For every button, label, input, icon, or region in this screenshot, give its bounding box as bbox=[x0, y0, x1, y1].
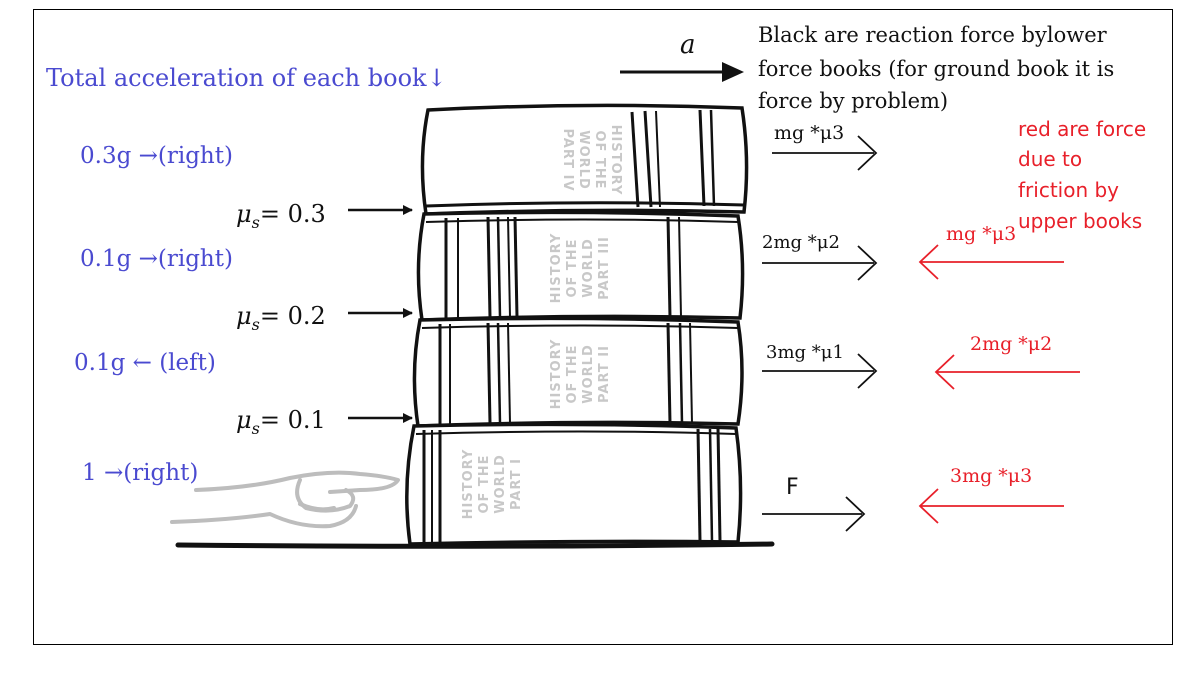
mu-label-top bbox=[236, 200, 326, 232]
red-force-arrow-2 bbox=[936, 355, 1080, 389]
black-force-label-3: 3mg *μ1 bbox=[766, 342, 844, 363]
legend-red-line1: red are force bbox=[1018, 117, 1147, 141]
svg-text:HISTORY: HISTORY bbox=[549, 338, 564, 410]
book-part-iv bbox=[422, 105, 746, 214]
svg-text:OF THE: OF THE bbox=[477, 454, 492, 514]
acceleration-book-3: 0.1g →(right) bbox=[80, 246, 233, 272]
svg-text:WORLD: WORLD bbox=[576, 130, 591, 190]
black-force-label-F: F bbox=[786, 475, 799, 500]
black-force-label-2: 2mg *μ2 bbox=[762, 232, 840, 253]
mu-label-middle bbox=[236, 302, 326, 334]
mu-label-bottom bbox=[236, 406, 326, 438]
acceleration-arrow-head bbox=[722, 62, 744, 82]
svg-text:PART III: PART III bbox=[597, 236, 612, 300]
legend-red-line2: due to bbox=[1018, 147, 1083, 171]
svg-text:HISTORY: HISTORY bbox=[608, 124, 623, 196]
book-part-ii bbox=[414, 318, 742, 426]
svg-text:μs= 0.1: $\mu_s= 0.1$ bbox=[236, 406, 326, 438]
svg-text:μs= 0.3: $\mu_s= 0.3$ bbox=[236, 200, 326, 232]
svg-text:μs= 0.2: $\mu_s= 0.2$ bbox=[236, 302, 326, 334]
book-part-iii bbox=[418, 212, 742, 320]
svg-text:WORLD: WORLD bbox=[581, 238, 596, 298]
svg-text:OF THE: OF THE bbox=[565, 344, 580, 404]
svg-text:HISTORY: HISTORY bbox=[461, 448, 476, 520]
svg-text:OF THE: OF THE bbox=[592, 130, 607, 190]
svg-text:PART IV: PART IV bbox=[560, 128, 575, 192]
red-force-arrow-1 bbox=[920, 245, 1064, 279]
svg-text:OF THE: OF THE bbox=[565, 238, 580, 298]
pushing-hand bbox=[172, 473, 398, 527]
svg-text:PART I: PART I bbox=[509, 457, 524, 511]
svg-text:WORLD: WORLD bbox=[493, 454, 508, 514]
red-force-label-3: 3mg *μ3 bbox=[950, 465, 1033, 487]
red-force-label-1: mg *μ3 bbox=[946, 223, 1017, 245]
acceleration-label: a bbox=[680, 30, 696, 60]
legend-red-line3: friction by bbox=[1018, 178, 1120, 202]
acceleration-book-4: 0.3g →(right) bbox=[80, 143, 233, 169]
svg-text:PART II: PART II bbox=[597, 345, 612, 403]
legend-black-line3: force by problem) bbox=[758, 89, 949, 113]
red-force-label-2: 2mg *μ2 bbox=[970, 333, 1053, 355]
legend-black-line2: force books (for ground book it is bbox=[758, 57, 1115, 81]
legend-black-line1: Black are reaction force bylower bbox=[758, 23, 1107, 47]
acceleration-book-1: 1 →(right) bbox=[82, 460, 199, 486]
red-force-arrow-3 bbox=[920, 489, 1064, 523]
legend-red-line4: upper books bbox=[1018, 209, 1143, 233]
book-part-i bbox=[407, 424, 741, 544]
black-force-label-1: mg *μ3 bbox=[774, 122, 845, 144]
svg-text:HISTORY: HISTORY bbox=[549, 232, 564, 304]
svg-text:WORLD: WORLD bbox=[581, 344, 596, 404]
heading: Total acceleration of each book↓ bbox=[46, 64, 447, 92]
acceleration-book-2: 0.1g ← (left) bbox=[74, 350, 216, 376]
black-force-arrow-F bbox=[762, 497, 864, 531]
